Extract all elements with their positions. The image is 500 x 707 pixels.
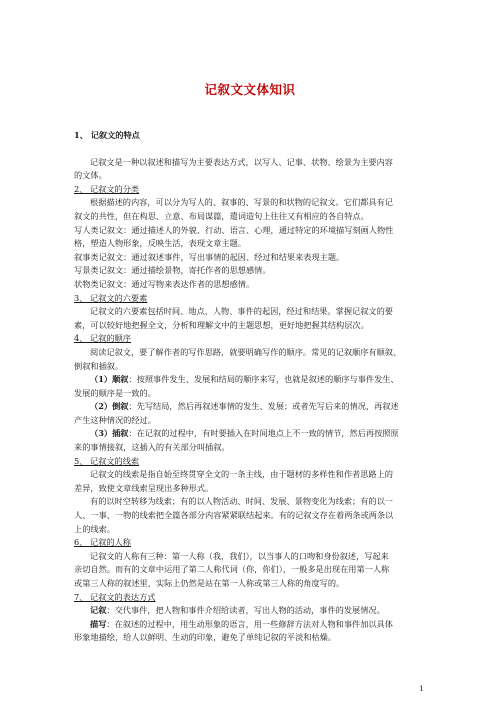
paragraph-line: 倒叙和插叙。 <box>74 360 124 371</box>
paragraph-line: 上的线索。 <box>74 523 115 534</box>
list-number: （3） <box>90 428 113 439</box>
paragraph-line: 的文体。 <box>74 170 107 181</box>
list-text: ：交代事件，把人物和事件介绍给读者，写出人物的活动，事件的发展情况。 <box>106 605 385 616</box>
paragraph-line: 格，塑造人物形象，反映生活，表现文章主题。 <box>74 238 246 249</box>
page-title: 记叙文文体知识 <box>204 82 296 97</box>
section-heading-5: 5、 记叙文的线索 <box>74 455 140 466</box>
paragraph-line: 素，可以较好地把握全文，分析和理解文中的主题思想，更好地把握其结构层次。 <box>74 319 369 330</box>
list-text: ：在叙述的过程中，用生动形象的语言，用一些修辞方法对人物和事件加以具体 <box>106 618 393 629</box>
document-body <box>74 129 428 645</box>
paragraph-line: 状物类记叙文：通过写物来表达作者的思想感情。 <box>74 278 255 289</box>
paragraph-line: 亲切自然。而有的文章中运用了第二人称代词（你，你们），一般多是出现在用第一人称 <box>74 564 390 575</box>
paragraph-line: 来的事情接叙，这插入的有关部分叫插叙。 <box>74 442 230 453</box>
paragraph-line: 或第三人称的叙述里，实际上仍然是站在第一人称或第三人称的角度写的。 <box>74 578 345 588</box>
list-item <box>74 400 428 414</box>
paragraph-line: 记叙文是一种以叙述和描写为主要表达方式，以写人、记事、状物、绘景为主要内容 <box>90 156 393 167</box>
section-heading-2: 2、 记叙文的分类 <box>74 183 140 194</box>
paragraph-line: 形象地描绘，给人以鲜明、生动的印象，避免了单纯记叙的平淡和枯燥。 <box>74 632 337 643</box>
term-label: 倒叙 <box>112 401 129 412</box>
paragraph-line: 写人类记叙文：通过描述人的外貌、行动、语言、心理，通过特定的环境描写刻画人物性 <box>74 224 394 235</box>
paragraph-line: 叙事类记叙文：通过叙述事件，写出事情的起因、经过和结果来表现主题。 <box>74 251 345 262</box>
section-heading-7: 7、 记叙文的表达方式 <box>74 591 156 602</box>
list-text: ：先写结局，然后再叙述事情的发生、发展；或者先写后来的情况，再叙述 <box>128 401 399 412</box>
paragraph-line: 记叙文的六要素包括时间、地点、人物、事件的起因，经过和结果。掌握记叙文的要 <box>90 306 393 317</box>
section-heading-3: 3、 记叙文的六要素 <box>74 292 148 303</box>
paragraph-line: 写景类记叙文：通过描绘景物，寄托作者的思想感情。 <box>74 265 271 276</box>
term-label: 记叙 <box>90 605 107 616</box>
list-item <box>74 373 428 387</box>
list-item <box>74 427 428 441</box>
paragraph-line: 记叙文的线索是指自始至终贯穿全文的一条主线，由于题材的多样性和作者思路上的 <box>90 469 393 480</box>
paragraph-line: 阅读记叙文，要了解作者的写作思路，就要明确写作的顺序。常见的记叙顺序有顺叙、 <box>90 346 402 357</box>
paragraph-line: 产生这种情况的经过。 <box>74 414 156 425</box>
paragraph-line: 发展的顺序是一致的。 <box>74 387 156 398</box>
list-text: ：按照事件发生、发展和结局的顺序来写，也就是叙述的顺序与事件发生、 <box>128 374 399 385</box>
section-heading-6: 6、 记叙的人称 <box>74 537 131 548</box>
paragraph-line: 人、一事、一物的线索把全篇各部分内容紧紧联结起来。有的记叙文存在着两条或两条以 <box>74 510 394 521</box>
section-heading-1: 1、 记叙文的特点 <box>74 130 140 140</box>
paragraph-line: 叙文的共性，但在构思、立意、布局谋篇，遣词造句上往往又有相应的各自特点。 <box>74 210 369 221</box>
list-number: （1） <box>90 374 113 385</box>
paragraph-line: 差异，致使文章线索呈现出多种形式。 <box>74 482 214 493</box>
term-label: 插叙 <box>112 428 129 439</box>
paragraph-line: 有的以时空转移为线索；有的以人物活动、时间、发展、景物变化为线索；有的以一 <box>90 496 393 507</box>
list-number: （2） <box>90 401 113 412</box>
list-item <box>74 618 428 632</box>
paragraph-line: 记叙文的人称有三种：第一人称（我，我们），以当事人的口吻和身份叙述，写起来 <box>90 550 389 561</box>
term-label: 顺叙 <box>112 374 129 385</box>
term-label: 描写 <box>90 618 107 629</box>
section-heading-4: 4、 记叙的顺序 <box>74 333 131 344</box>
list-text: ：在记叙的过程中，有时要插入在时间地点上不一致的情节，然后再按照原 <box>128 428 399 439</box>
list-item <box>74 604 428 618</box>
page-number: 1 <box>419 684 424 693</box>
paragraph-line: 根据描述的内容，可以分为写人的、叙事的、写景的和状物的记叙文。它们都具有记 <box>90 197 393 208</box>
